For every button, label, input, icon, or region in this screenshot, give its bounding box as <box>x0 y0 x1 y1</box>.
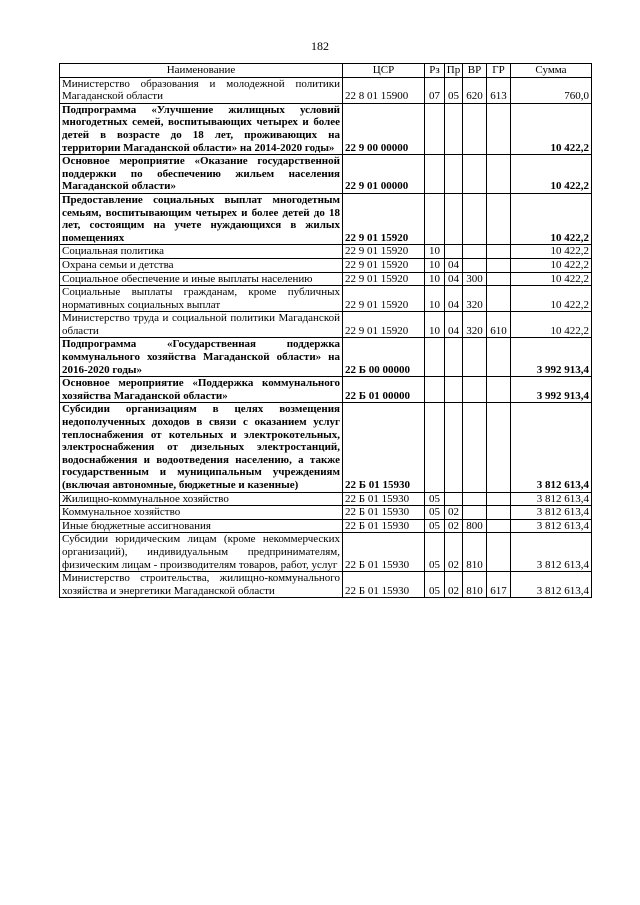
cell-pr <box>445 155 463 194</box>
cell-pr <box>445 338 463 377</box>
cell-csr: 22 Б 01 15930 <box>343 572 425 598</box>
cell-csr: 22 8 01 15900 <box>343 77 425 103</box>
cell-gr <box>487 286 511 312</box>
cell-csr: 22 9 01 15920 <box>343 272 425 286</box>
cell-gr: 613 <box>487 77 511 103</box>
cell-pr <box>445 193 463 244</box>
cell-vr <box>463 258 487 272</box>
cell-sum: 10 422,2 <box>511 193 592 244</box>
cell-gr <box>487 245 511 259</box>
cell-pr: 04 <box>445 312 463 338</box>
cell-sum: 3 992 913,4 <box>511 338 592 377</box>
table-row <box>60 245 592 259</box>
cell-vr <box>463 377 487 403</box>
cell-gr <box>487 103 511 154</box>
cell-vr: 320 <box>463 286 487 312</box>
cell-gr <box>487 533 511 572</box>
cell-name: Охрана семьи и детства <box>60 258 343 272</box>
cell-pr <box>445 403 463 492</box>
cell-pr <box>445 103 463 154</box>
cell-sum: 10 422,2 <box>511 258 592 272</box>
cell-vr <box>463 193 487 244</box>
cell-rz: 05 <box>425 533 445 572</box>
cell-sum: 3 812 613,4 <box>511 572 592 598</box>
table-row <box>60 377 592 403</box>
cell-pr: 04 <box>445 272 463 286</box>
cell-csr: 22 9 00 00000 <box>343 103 425 154</box>
header-gr: ГР <box>487 64 511 78</box>
table-row <box>60 258 592 272</box>
cell-name: Субсидии юридическим лицам (кроме некоммерческих организаций), индивидуальным предпринимателям, физическим лицам - производителям товаров, работ, услуг <box>60 533 343 572</box>
cell-rz: 10 <box>425 272 445 286</box>
cell-gr <box>487 403 511 492</box>
cell-csr: 22 9 01 15920 <box>343 286 425 312</box>
cell-pr <box>445 377 463 403</box>
page-number: 182 <box>311 39 329 53</box>
cell-name: Подпрограмма «Улучшение жилищных условий многодетных семей, воспитывающих четырех и более детей в возрасте до 18 лет, проживающих на территории Магаданской области» на 2014-2020 годы» <box>60 103 343 154</box>
cell-pr: 04 <box>445 286 463 312</box>
cell-name: Коммунальное хозяйство <box>60 506 343 520</box>
cell-name: Социальная политика <box>60 245 343 259</box>
cell-pr: 02 <box>445 572 463 598</box>
cell-gr <box>487 519 511 533</box>
cell-vr: 300 <box>463 272 487 286</box>
cell-pr: 04 <box>445 258 463 272</box>
header-csr: ЦСР <box>343 64 425 78</box>
cell-vr <box>463 103 487 154</box>
cell-gr <box>487 377 511 403</box>
cell-name: Социальные выплаты гражданам, кроме публичных нормативных социальных выплат <box>60 286 343 312</box>
cell-vr: 620 <box>463 77 487 103</box>
table-row <box>60 77 592 103</box>
table-row <box>60 272 592 286</box>
header-sum: Сумма <box>511 64 592 78</box>
cell-vr: 800 <box>463 519 487 533</box>
header-row <box>60 64 592 78</box>
cell-pr <box>445 492 463 506</box>
cell-sum: 10 422,2 <box>511 272 592 286</box>
cell-vr: 810 <box>463 533 487 572</box>
cell-sum: 3 812 613,4 <box>511 506 592 520</box>
table-row <box>60 403 592 492</box>
cell-vr <box>463 506 487 520</box>
cell-vr: 320 <box>463 312 487 338</box>
cell-gr <box>487 272 511 286</box>
cell-name: Министерство труда и социальной политики Магаданской области <box>60 312 343 338</box>
cell-pr: 02 <box>445 533 463 572</box>
table-row <box>60 286 592 312</box>
header-rz: Рз <box>425 64 445 78</box>
cell-gr: 617 <box>487 572 511 598</box>
cell-rz: 05 <box>425 572 445 598</box>
cell-rz: 05 <box>425 519 445 533</box>
table-row <box>60 155 592 194</box>
cell-name: Министерство образования и молодежной политики Магаданской области <box>60 77 343 103</box>
cell-csr: 22 Б 01 00000 <box>343 377 425 403</box>
cell-pr: 02 <box>445 506 463 520</box>
cell-csr: 22 Б 01 15930 <box>343 519 425 533</box>
cell-rz <box>425 103 445 154</box>
cell-gr: 610 <box>487 312 511 338</box>
cell-name: Подпрограмма «Государственная поддержка коммунального хозяйства Магаданской области» на 2016-2020 годы» <box>60 338 343 377</box>
cell-csr: 22 9 01 15920 <box>343 258 425 272</box>
cell-vr <box>463 492 487 506</box>
header-vr: ВР <box>463 64 487 78</box>
cell-sum: 760,0 <box>511 77 592 103</box>
cell-vr <box>463 338 487 377</box>
cell-pr: 02 <box>445 519 463 533</box>
cell-csr: 22 Б 01 15930 <box>343 492 425 506</box>
table-row <box>60 519 592 533</box>
cell-csr: 22 9 01 15920 <box>343 193 425 244</box>
cell-sum: 10 422,2 <box>511 103 592 154</box>
cell-sum: 10 422,2 <box>511 312 592 338</box>
table-row <box>60 312 592 338</box>
table-row <box>60 103 592 154</box>
cell-name: Основное мероприятие «Оказание государственной поддержки по обеспечению жильем населения Магаданской области» <box>60 155 343 194</box>
cell-name: Министерство строительства, жилищно-коммунального хозяйства и энергетики Магаданской области <box>60 572 343 598</box>
header-name: Наименование <box>60 64 343 78</box>
cell-rz: 05 <box>425 492 445 506</box>
table-row <box>60 338 592 377</box>
cell-rz: 10 <box>425 286 445 312</box>
cell-rz: 10 <box>425 258 445 272</box>
cell-sum: 3 812 613,4 <box>511 533 592 572</box>
cell-vr <box>463 403 487 492</box>
cell-csr: 22 9 01 00000 <box>343 155 425 194</box>
cell-rz <box>425 377 445 403</box>
cell-gr <box>487 155 511 194</box>
cell-gr <box>487 492 511 506</box>
cell-pr: 05 <box>445 77 463 103</box>
table-row <box>60 193 592 244</box>
cell-gr <box>487 258 511 272</box>
cell-rz <box>425 155 445 194</box>
cell-rz: 10 <box>425 312 445 338</box>
cell-name: Иные бюджетные ассигнования <box>60 519 343 533</box>
cell-vr: 810 <box>463 572 487 598</box>
cell-pr <box>445 245 463 259</box>
cell-csr: 22 9 01 15920 <box>343 245 425 259</box>
cell-rz <box>425 338 445 377</box>
cell-rz <box>425 193 445 244</box>
table-row <box>60 492 592 506</box>
cell-sum: 10 422,2 <box>511 286 592 312</box>
cell-name: Основное мероприятие «Поддержка коммунального хозяйства Магаданской области» <box>60 377 343 403</box>
cell-sum: 10 422,2 <box>511 245 592 259</box>
cell-csr: 22 Б 01 15930 <box>343 403 425 492</box>
cell-name: Жилищно-коммунальное хозяйство <box>60 492 343 506</box>
cell-vr <box>463 155 487 194</box>
cell-rz <box>425 403 445 492</box>
cell-csr: 22 Б 00 00000 <box>343 338 425 377</box>
cell-sum: 10 422,2 <box>511 155 592 194</box>
cell-name: Субсидии организациям в целях возмещения недополученных доходов в связи с оказанием услуг теплоснабжения от котельных и электрокотельных, электроснабжения от дизельных электростанций, водоснабжения и водоотведения населению, а также государственным и муниципальным учреждениям (включая автономные, бюджетные и казенные) <box>60 403 343 492</box>
cell-rz: 05 <box>425 506 445 520</box>
cell-sum: 3 812 613,4 <box>511 492 592 506</box>
cell-gr <box>487 338 511 377</box>
cell-gr <box>487 193 511 244</box>
cell-sum: 3 812 613,4 <box>511 403 592 492</box>
cell-csr: 22 9 01 15920 <box>343 312 425 338</box>
cell-name: Предоставление социальных выплат многодетным семьям, воспитывающим четырех и более детей до 18 лет, состоящим на учете нуждающихся в жилых помещениях <box>60 193 343 244</box>
table-body <box>60 77 592 598</box>
table-row <box>60 506 592 520</box>
budget-table <box>59 63 592 598</box>
cell-rz: 10 <box>425 245 445 259</box>
cell-csr: 22 Б 01 15930 <box>343 533 425 572</box>
table-row <box>60 572 592 598</box>
table-row <box>60 533 592 572</box>
cell-rz: 07 <box>425 77 445 103</box>
cell-name: Социальное обеспечение и иные выплаты населению <box>60 272 343 286</box>
cell-gr <box>487 506 511 520</box>
cell-csr: 22 Б 01 15930 <box>343 506 425 520</box>
header-pr: Пр <box>445 64 463 78</box>
cell-sum: 3 992 913,4 <box>511 377 592 403</box>
cell-vr <box>463 245 487 259</box>
cell-sum: 3 812 613,4 <box>511 519 592 533</box>
